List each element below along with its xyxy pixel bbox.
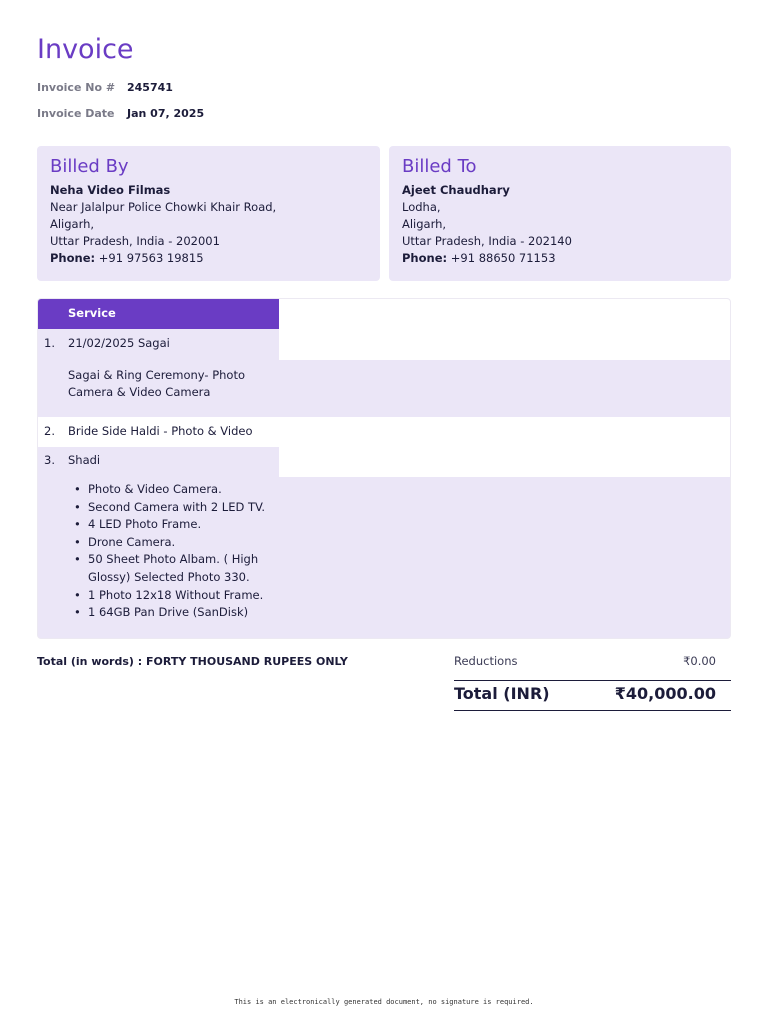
- total-top-divider: [454, 680, 731, 681]
- billed-by-phone-value: +91 97563 19815: [98, 251, 204, 265]
- row-number: 3.: [44, 453, 55, 467]
- billed-by-address-line: Uttar Pradesh, India - 202001: [50, 234, 220, 248]
- billed-to-address-line: Lodha,: [402, 200, 441, 214]
- billed-to-name: Ajeet Chaudhary: [402, 183, 510, 197]
- row-description-line: Camera & Video Camera: [68, 385, 211, 399]
- billed-by-heading: Billed By: [50, 156, 129, 177]
- total-label: Total (INR): [454, 684, 550, 703]
- list-item: • 50 Sheet Photo Albam. ( High Glossy) Selected Photo 330.: [68, 551, 278, 586]
- row-number: 1.: [44, 336, 55, 350]
- total-bottom-divider: [454, 710, 731, 711]
- list-item: • Photo & Video Camera.: [68, 481, 278, 499]
- service-column-header: Service: [38, 299, 279, 329]
- table-row: [38, 329, 279, 360]
- footer-note: This is an electronically generated document, no signature is required.: [234, 998, 534, 1006]
- reductions-label: Reductions: [454, 654, 518, 668]
- invoice-date-label: Invoice Date: [37, 107, 115, 120]
- billed-to-phone-label: Phone:: [402, 251, 448, 265]
- row-title: 21/02/2025 Sagai: [68, 336, 170, 350]
- billed-by-address-line: Near Jalalpur Police Chowki Khair Road,: [50, 200, 277, 214]
- billed-by-phone-label: Phone:: [50, 251, 96, 265]
- row-description: [68, 367, 268, 401]
- row-title: Shadi: [68, 453, 101, 467]
- invoice-number-label: Invoice No #: [37, 81, 116, 94]
- billed-to-address-line: Uttar Pradesh, India - 202140: [402, 234, 572, 248]
- billed-by-card: [37, 146, 380, 281]
- list-item: • 4 LED Photo Frame.: [68, 516, 278, 534]
- billed-to-phone-value: +91 88650 71153: [450, 251, 556, 265]
- row-title: Bride Side Haldi - Photo & Video: [68, 424, 253, 438]
- row-number: 2.: [44, 424, 55, 438]
- billed-by-address-line: Aligarh,: [50, 217, 95, 231]
- billed-to-phone: [402, 250, 718, 267]
- total-in-words: Total (in words) : FORTY THOUSAND RUPEES ONLY: [37, 655, 348, 668]
- invoice-date-value: Jan 07, 2025: [127, 107, 205, 120]
- list-item: • 1 Photo 12x18 Without Frame.: [68, 587, 278, 605]
- reductions-value: ₹0.00: [683, 654, 716, 668]
- list-item: • Second Camera with 2 LED TV.: [68, 499, 278, 517]
- table-row: [38, 447, 279, 477]
- billed-by-name: Neha Video Filmas: [50, 183, 171, 197]
- table-row: [38, 417, 279, 447]
- invoice-number-row: [37, 81, 173, 94]
- list-item: • Drone Camera.: [68, 534, 278, 552]
- service-table: [37, 298, 731, 639]
- shadi-items-list: [68, 481, 278, 622]
- billed-to-heading: Billed To: [402, 156, 477, 177]
- billed-to-card: [389, 146, 731, 281]
- total-amount: ₹40,000.00: [614, 684, 716, 703]
- invoice-number-value: 245741: [127, 81, 173, 94]
- invoice-title: Invoice: [37, 34, 134, 65]
- billed-by-phone: [50, 250, 367, 267]
- invoice-date-row: [37, 107, 204, 120]
- row-description-line: Sagai & Ring Ceremony- Photo: [68, 368, 245, 382]
- list-item: • 1 64GB Pan Drive (SanDisk): [68, 604, 278, 622]
- billed-to-address-line: Aligarh,: [402, 217, 447, 231]
